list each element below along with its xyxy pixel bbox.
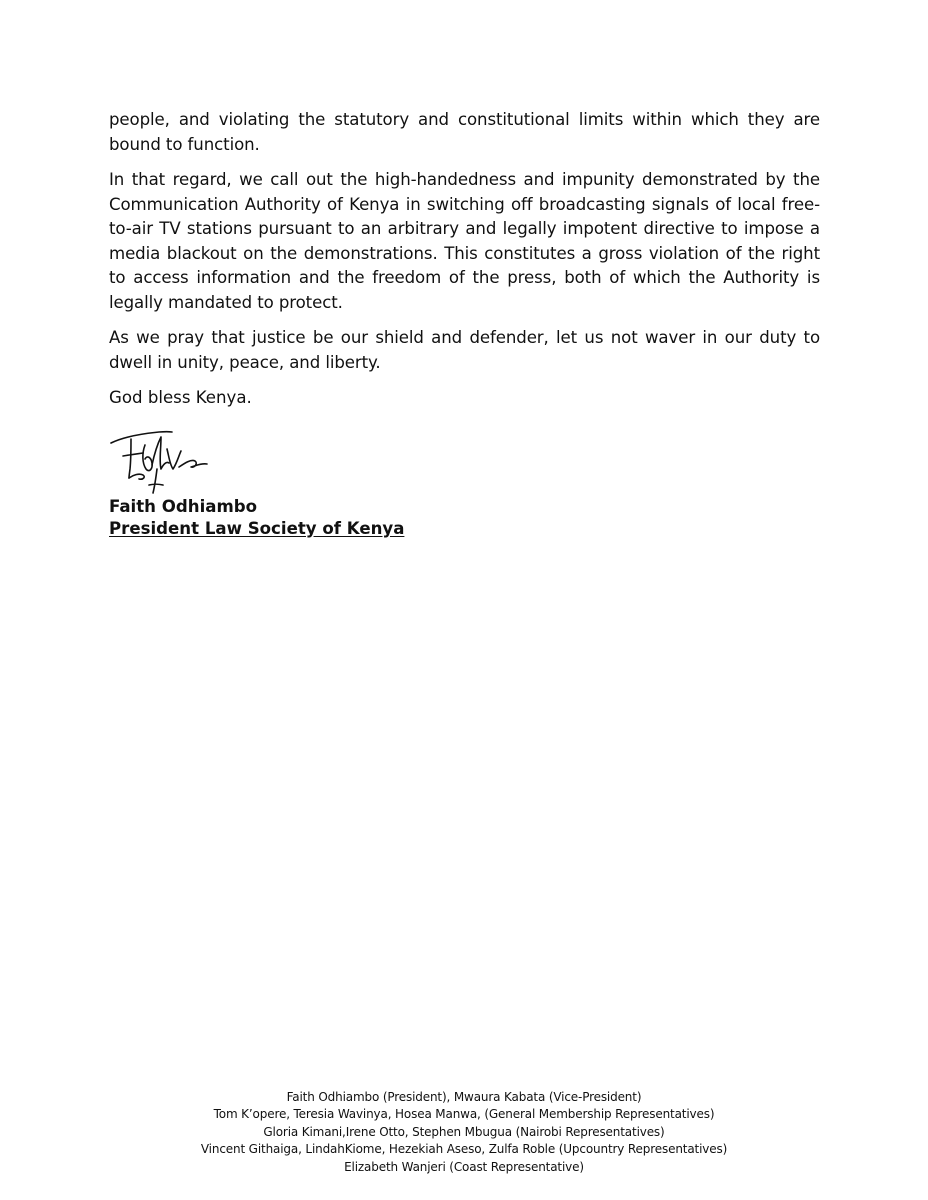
council-members-footer [0,1089,928,1176]
footer-line: Elizabeth Wanjeri (Coast Representative) [344,1159,584,1174]
footer-line: Gloria Kimani,Irene Otto, Stephen Mbugua (Nairobi Representatives) [263,1124,665,1139]
paragraph: people, and violating the statutory and constitutional limits within which they are bound to function. [109,110,820,154]
signature-image [109,423,213,495]
letter-body [109,108,820,411]
paragraph: As we pray that justice be our shield and defender, let us not waver in our duty to dwell in unity, peace, and liberty. [109,328,820,372]
footer-line: Faith Odhiambo (President), Mwaura Kabata (Vice-President) [286,1090,642,1104]
signatory-block [109,496,404,540]
signatory-name: Faith Odhiambo [109,497,258,516]
footer-line: Tom K’opere, Teresia Wavinya, Hosea Manwa, (General Membership Representatives) [213,1107,715,1122]
footer-line: Vincent Githaiga, LindahKiome, Hezekiah Aseso, Zulfa Roble (Upcountry Representatives) [200,1142,728,1157]
closing-line: God bless Kenya. [109,388,252,407]
signatory-title: President Law Society of Kenya [109,519,405,538]
paragraph: In that regard, we call out the high-handedness and impunity demonstrated by the Communication Authority of Kenya in switching off broadcasting signals of local free-to-air TV stations pursuant to an arbitrary and legally impotent directive to impose a media blackout on the demonstrations. This constitutes a gross violation of the right to access information and the freedom of the press, both of which the Authority is legally mandated to protect. [109,170,820,312]
